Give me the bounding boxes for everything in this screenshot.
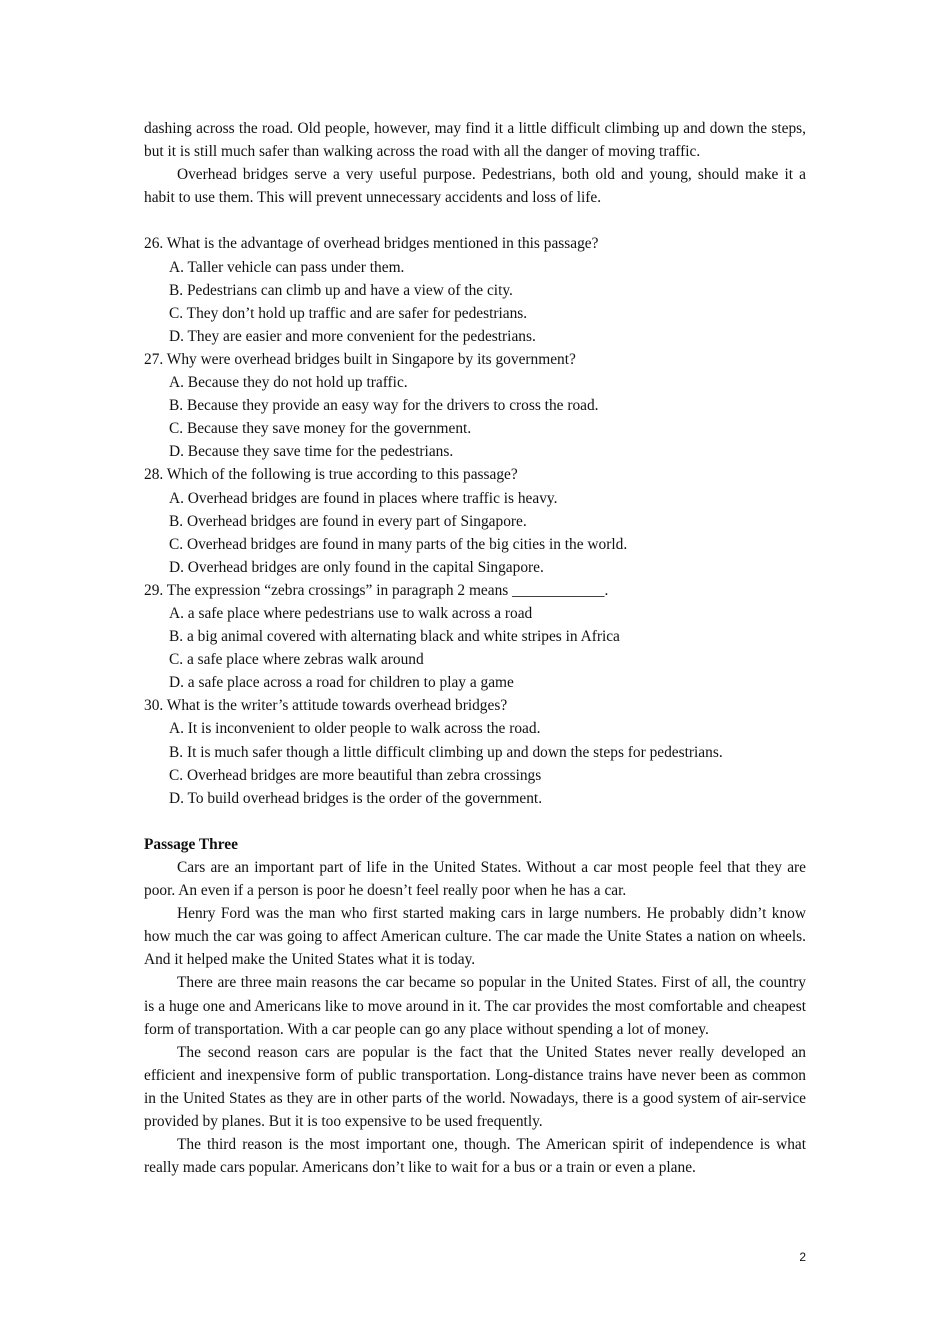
question-stem: 27. Why were overhead bridges built in Singapore by its government?	[144, 350, 576, 368]
option-c: C. a safe place where zebras walk around	[169, 651, 424, 669]
option-c: C. Overhead bridges are found in many parts of the big cities in the world.	[169, 535, 628, 553]
option-a: A. a safe place where pedestrians use to walk across a road	[169, 604, 533, 622]
option-d: D. They are easier and more convenient for the pedestrians.	[169, 327, 536, 345]
option-d: D. To build overhead bridges is the order of the government.	[169, 789, 543, 807]
page-content	[144, 117, 806, 1179]
option-a: A. It is inconvenient to older people to walk across the road.	[169, 720, 541, 738]
paragraph: The third reason is the most important one, though. The American spirit of independence is what really made cars popular. Americans don’t like to wait for a bus or a train or even a plane.	[144, 1136, 806, 1177]
option-a: A. Overhead bridges are found in places where traffic is heavy.	[169, 489, 558, 507]
paragraph: Cars are an important part of life in the United States. Without a car most people feel that they are poor. An even if a person is poor he doesn’t feel really poor when he has a car.	[144, 859, 806, 900]
question-stem: 26. What is the advantage of overhead bridges mentioned in this passage?	[144, 235, 599, 253]
question-30	[144, 694, 806, 809]
option-b: B. It is much safer though a little difficult climbing up and down the steps for pedestrians.	[169, 743, 723, 761]
question-26	[144, 232, 806, 347]
question-28	[144, 463, 806, 578]
question-27	[144, 348, 806, 463]
question-stem: 30. What is the writer’s attitude towards overhead bridges?	[144, 697, 508, 715]
paragraph: Henry Ford was the man who first started making cars in large numbers. He probably didn’t know how much the car was going to affect American culture. The car made the Unite States a nation on wheels. And it helped make the United States what it is today.	[144, 905, 806, 969]
option-c: C. Overhead bridges are more beautiful than zebra crossings	[169, 766, 542, 784]
option-d: D. Because they save time for the pedestrians.	[169, 443, 454, 461]
passage-two-tail	[144, 117, 806, 209]
spacer	[144, 810, 806, 833]
option-d: D. a safe place across a road for children to play a game	[169, 674, 514, 692]
passage-three	[144, 833, 806, 1179]
paragraph: Overhead bridges serve a very useful purpose. Pedestrians, both old and young, should make it a habit to use them. This will prevent unnecessary accidents and loss of life.	[144, 166, 806, 207]
option-a: A. Because they do not hold up traffic.	[169, 374, 408, 392]
option-b: B. Because they provide an easy way for the drivers to cross the road.	[169, 397, 599, 415]
paragraph: The second reason cars are popular is the fact that the United States never really developed an efficient and inexpensive form of public transportation. Long-distance trains have never been as common in the United States as they are in other parts of the world. Nowadays, there is a good system of air-service provided by planes. But it is too expensive to be used frequently.	[144, 1043, 806, 1131]
question-stem: 29. The expression “zebra crossings” in paragraph 2 means ____________.	[144, 581, 609, 599]
question-29	[144, 579, 806, 694]
option-c: C. They don’t hold up traffic and are safer for pedestrians.	[169, 304, 528, 322]
option-a: A. Taller vehicle can pass under them.	[169, 258, 405, 276]
passage-heading: Passage Three	[144, 835, 238, 853]
page-number: 2	[799, 1250, 806, 1264]
question-stem: 28. Which of the following is true according to this passage?	[144, 466, 518, 484]
option-d: D. Overhead bridges are only found in the capital Singapore.	[169, 558, 544, 576]
option-c: C. Because they save money for the government.	[169, 420, 472, 438]
spacer	[144, 209, 806, 232]
question-list	[144, 232, 806, 809]
option-b: B. Overhead bridges are found in every part of Singapore.	[169, 512, 527, 530]
paragraph: dashing across the road. Old people, however, may find it a little difficult climbing up and down the steps, but it is still much safer than walking across the road with all the danger of moving traffic.	[144, 120, 806, 161]
paragraph: There are three main reasons the car became so popular in the United States. First of all, the country is a huge one and Americans like to move around in it. The car provides the most comfortable and cheapest form of transportation. With a car people can go any place without spending a lot of money.	[144, 974, 806, 1038]
option-b: B. a big animal covered with alternating black and white stripes in Africa	[169, 628, 620, 646]
option-b: B. Pedestrians can climb up and have a view of the city.	[169, 281, 513, 299]
